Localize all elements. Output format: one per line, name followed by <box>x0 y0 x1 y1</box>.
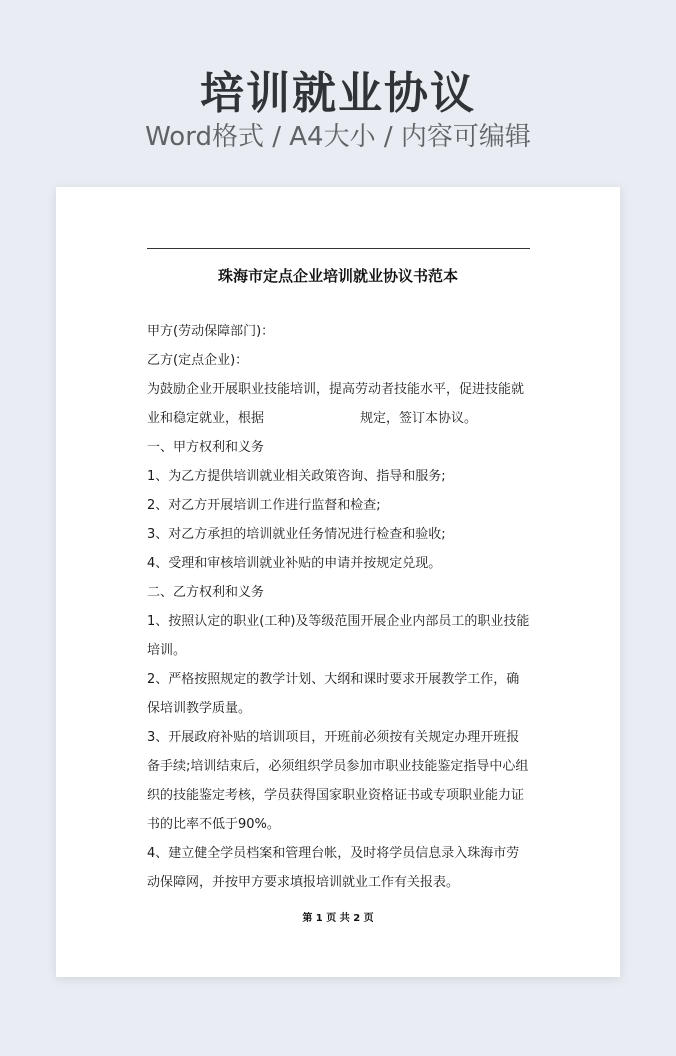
section2-item-2: 2、严格按照规定的教学计划、大纲和课时要求开展教学工作，确保培训教学质量。 <box>147 672 520 716</box>
intro-text-part2: 规定，签订本协议。 <box>360 411 478 426</box>
hero-title: 培训就业协议 <box>200 68 476 119</box>
header-rule <box>147 248 530 249</box>
section1-item-3: 3、对乙方承担的培训就业任务情况进行检查和验收; <box>147 527 446 542</box>
section1-item-4: 4、受理和审核培训就业补贴的申请并按规定兑现。 <box>147 556 442 571</box>
hero-subtitle: Word格式 / A4大小 / 内容可编辑 <box>145 122 531 152</box>
document-page <box>56 187 620 977</box>
section2-heading: 二、乙方权利和义务 <box>147 585 265 600</box>
document-title: 珠海市定点企业培训就业协议书范本 <box>217 267 458 285</box>
section2-item-3: 3、开展政府补贴的培训项目，开班前必须按有关规定办理开班报备手续;培训结束后，必须组织学员参加市职业技能鉴定指导中心组织的技能鉴定考核，学员获得国家职业资格证书或专项职业能力证书的比率不低于90%。 <box>147 730 529 832</box>
section1-item-1: 1、为乙方提供培训就业相关政策咨询、指导和服务; <box>147 469 446 484</box>
party-b-line: 乙方(定点企业)： <box>147 353 249 368</box>
page-number-footer: 第 1 页 共 2 页 <box>302 913 374 924</box>
section2-item-4: 4、建立健全学员档案和管理台帐，及时将学员信息录入珠海市劳动保障网，并按甲方要求填报培训就业工作有关报表。 <box>147 846 520 890</box>
intro-text-part1: 为鼓励企业开展职业技能培训，提高劳动者技能水平，促进技能就业和稳定就业，根据 <box>147 382 525 426</box>
party-a-line: 甲方(劳动保障部门)： <box>147 324 275 339</box>
intro-paragraph <box>147 375 532 433</box>
document-body <box>147 317 532 897</box>
section1-item-2: 2、对乙方开展培训工作进行监督和检查; <box>147 498 381 513</box>
section1-heading: 一、甲方权利和义务 <box>147 440 265 455</box>
section2-item-1: 1、按照认定的职业(工种)及等级范围开展企业内部员工的职业技能培训。 <box>147 614 530 658</box>
